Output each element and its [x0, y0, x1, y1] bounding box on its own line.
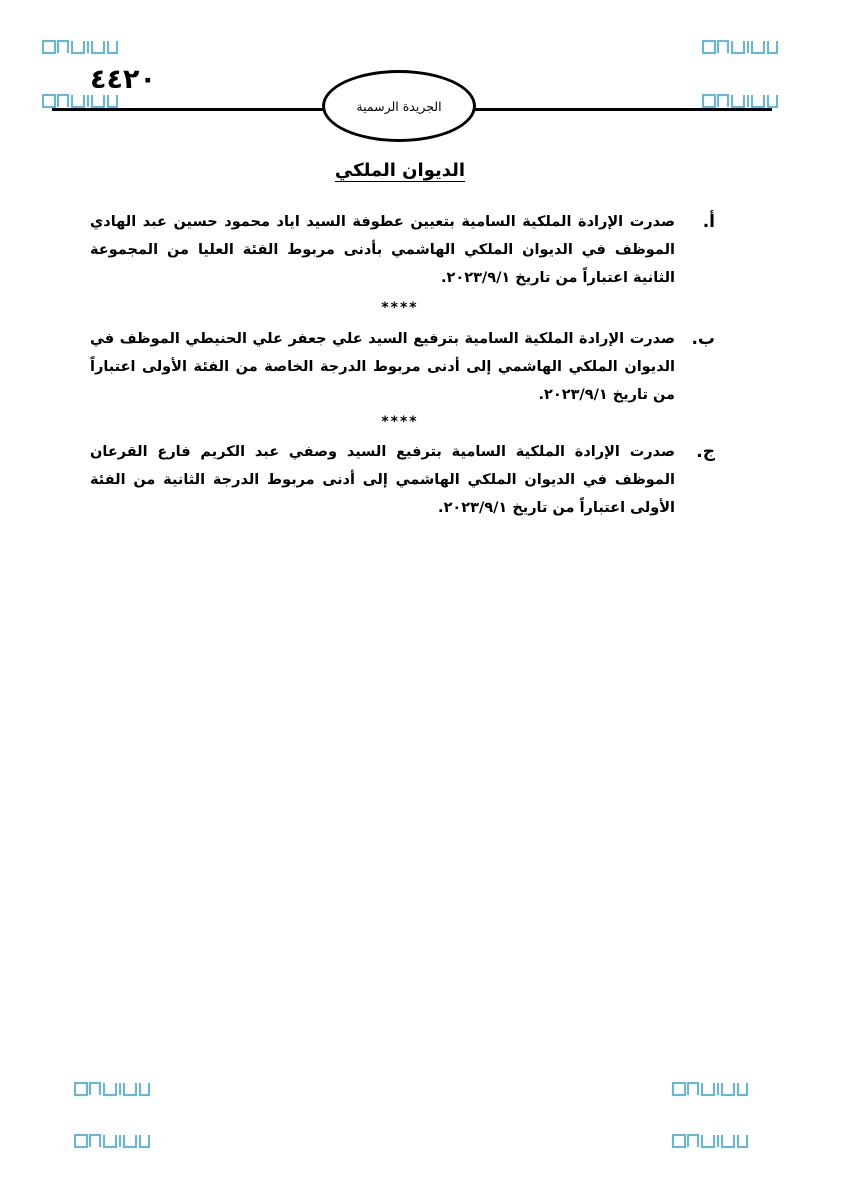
section-title: الديوان الملكي: [334, 160, 466, 181]
item-text: صدرت الإرادة الملكية السامية بتعيين عطوفة السيد اياد محمود حسين عبد الهادي الموظف في الديوان الملكي الهاشمي بأدنى مربوط الفئة العليا من المجموعة الثانية اعتباراً من تاريخ ٢٠٢٣/٩/١.: [90, 214, 675, 286]
page-number: ٤٤٢٠: [90, 64, 156, 95]
watermark-logo-icon: [42, 94, 118, 108]
decree-item: [90, 438, 715, 522]
item-text: صدرت الإرادة الملكية السامية بترفيع السيد علي جعفر علي الحنيطي الموظف في الديوان الملكي الهاشمي إلى أدنى مربوط الدرجة الخاصة من الفئة الأولى اعتباراً من تاريخ ٢٠٢٣/٩/١.: [90, 331, 675, 403]
watermark-logo-icon: [702, 94, 778, 108]
item-text: صدرت الإرادة الملكية السامية بترفيع السيد وصفي عبد الكريم فارع القرعان الموظف في الديوان الملكي الهاشمي إلى أدنى مربوط الدرجة الثانية من الفئة الأولى اعتباراً من تاريخ ٢٠٢٣/٩/١.: [90, 444, 675, 516]
separator: ****: [381, 414, 419, 430]
watermark-logo-icon: [672, 1082, 748, 1096]
decree-item: [90, 325, 715, 409]
decree-item: [90, 208, 715, 292]
gazette-title: الجريدة الرسمية: [356, 98, 442, 114]
item-letter: ب.: [691, 329, 715, 349]
item-letter: ج.: [696, 442, 715, 462]
separator: ****: [381, 300, 419, 316]
watermark-logo-icon: [42, 40, 118, 54]
watermark-logo-icon: [702, 40, 778, 54]
gazette-title-ellipse: [322, 70, 476, 142]
watermark-logo-icon: [672, 1134, 748, 1148]
watermark-logo-icon: [74, 1082, 150, 1096]
item-letter: أ.: [702, 212, 715, 232]
watermark-logo-icon: [74, 1134, 150, 1148]
